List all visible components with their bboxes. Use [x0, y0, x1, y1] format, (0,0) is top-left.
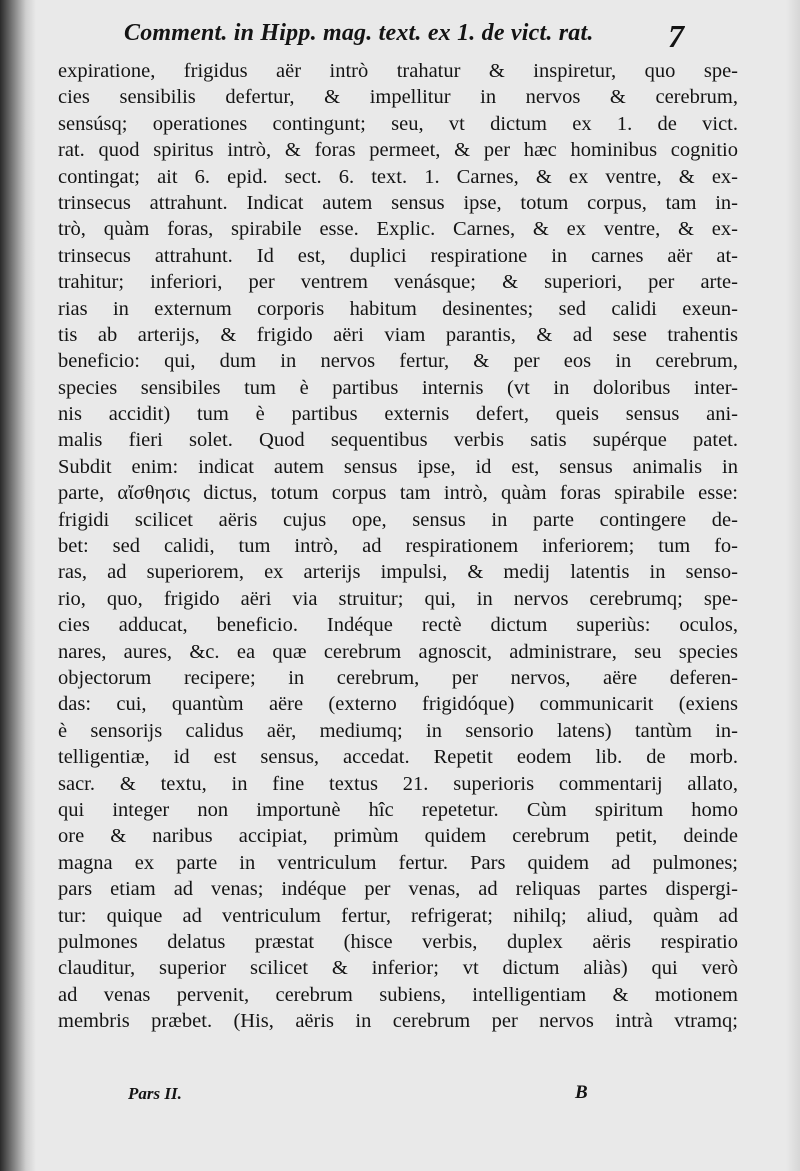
- running-title: Comment. in Hipp. mag. text. ex 1. de vict. rat.: [124, 20, 594, 46]
- text-line: nis accidit) tum è partibus externis defert, queis sensus ani-: [58, 403, 738, 426]
- text-line: cies sensibilis defertur, & impellitur in nervos & cerebrum,: [58, 86, 738, 109]
- text-line: pulmones delatus præstat (hisce verbis, duplex aëris respiratio: [58, 930, 738, 953]
- footer-signature: Pars II.: [128, 1084, 182, 1103]
- text-line: tur: quique ad ventriculum fertur, refrigerat; nihilq; aliud, quàm ad: [58, 904, 738, 927]
- text-line: das: cui, quantùm aëre (externo frigidóque) communicarit (exiens: [58, 693, 738, 716]
- page-edge: [786, 0, 800, 1171]
- text-line: sensúsq; operationes contingunt; seu, vt dictum ex 1. de vict.: [58, 112, 738, 135]
- text-line: rias in externum corporis habitum desinentes; sed calidi exeun-: [58, 297, 738, 320]
- text-line: beneficio: qui, dum in nervos fertur, & per eos in cerebrum,: [58, 350, 738, 373]
- text-line: ras, ad superiorem, ex arterijs impulsi, & medij latentis in senso-: [58, 561, 738, 584]
- binding-gutter-shadow: [0, 0, 36, 1171]
- text-line: è sensorijs calidus aër, mediumq; in sensorio latens) tantùm in-: [58, 719, 738, 742]
- text-line: objectorum recipere; in cerebrum, per nervos, aëre deferen-: [58, 666, 738, 689]
- text-line: bet: sed calidi, tum intrò, ad respirationem inferiorem; tum fo-: [58, 535, 738, 558]
- page-number: 7: [668, 18, 684, 54]
- text-line: clauditur, superior scilicet & inferior; vt dictum aliàs) qui verò: [58, 957, 738, 980]
- text-line: membris præbet. (His, aëris in cerebrum per nervos intrà vtramq;: [58, 1010, 738, 1033]
- body-text: [58, 58, 738, 1034]
- text-line: expiratione, frigidus aër intrò trahatur & inspiretur, quo spe-: [58, 60, 738, 82]
- text-line: magna ex parte in ventriculum fertur. Pars quidem ad pulmones;: [58, 851, 738, 874]
- text-line: sacr. & textu, in fine textus 21. superioris commentarij allato,: [58, 772, 738, 795]
- text-line: pars etiam ad venas; indéque per venas, ad reliquas partes dispergi-: [58, 878, 738, 901]
- text-line: cies adducat, beneficio. Indéque rectè dictum superiùs: oculos,: [58, 614, 738, 637]
- text-line: qui integer non importunè hîc repetetur. Cùm spiritum homo: [58, 798, 738, 821]
- text-line: ore & naribus accipiat, primùm quidem cerebrum petit, deinde: [58, 825, 738, 848]
- text-line: malis fieri solet. Quod sequentibus verbis satis supérque patet.: [58, 429, 738, 452]
- text-line: contingat; ait 6. epid. sect. 6. text. 1. Carnes, & ex ventre, & ex-: [58, 165, 738, 188]
- text-line: tis ab arterijs, & frigido aëri viam parantis, & ad sese trahentis: [58, 323, 738, 346]
- text-line: species sensibiles tum è partibus internis (vt in doloribus inter-: [58, 376, 738, 399]
- text-line: Subdit enim: indicat autem sensus ipse, id est, sensus animalis in: [58, 455, 738, 478]
- text-line: rat. quod spiritus intrò, & foras permeet, & per hæc hominibus cognitio: [58, 139, 738, 162]
- text-line: trinsecus attrahunt. Indicat autem sensus ipse, totum corpus, tam in-: [58, 191, 738, 214]
- text-line: nares, aures, &c. ea quæ cerebrum agnoscit, administrare, seu species: [58, 640, 738, 663]
- signature-mark: B: [575, 1082, 588, 1103]
- text-line: telligentiæ, id est sensus, accedat. Repetit eodem lib. de morb.: [58, 746, 738, 769]
- text-line: trinsecus attrahunt. Id est, duplici respiratione in carnes aër at-: [58, 244, 738, 267]
- text-line: trò, quàm foras, spirabile esse. Explic. Carnes, & ex ventre, & ex-: [58, 218, 738, 241]
- text-line: parte, αἴσθησις dictus, totum corpus tam intrò, quàm foras spirabile esse:: [58, 482, 738, 505]
- text-line: frigidi scilicet aëris cujus ope, sensus in parte contingere de-: [58, 508, 738, 531]
- text-line: ad venas pervenit, cerebrum subiens, intelligentiam & motionem: [58, 983, 738, 1006]
- text-line: rio, quo, frigido aëri via struitur; qui, in nervos cerebrumq; spe-: [58, 587, 738, 610]
- text-line: trahitur; inferiori, per ventrem venásque; & superiori, per arte-: [58, 271, 738, 294]
